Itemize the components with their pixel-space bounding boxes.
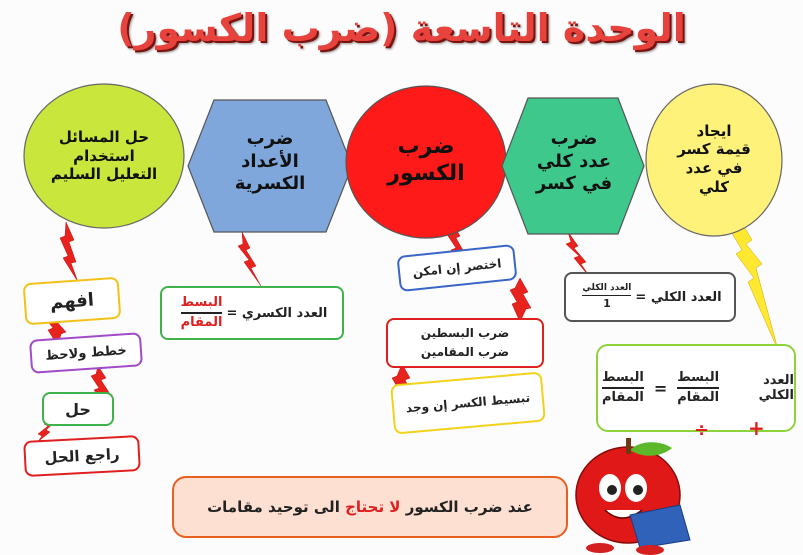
fow-fraction <box>677 371 719 406</box>
whole-numerator: العدد الكلي <box>582 282 632 293</box>
whole-denominator: 1 <box>603 297 611 311</box>
step-solve: حل <box>42 392 114 426</box>
mixed-number-box <box>160 286 344 340</box>
fow-numerator-2: البسط <box>602 369 644 385</box>
step-check: راجع الحل <box>23 435 141 477</box>
lightning-connector-5 <box>510 278 531 322</box>
simplify-result-box: تبسيط الكسر إن وجد <box>390 371 546 434</box>
multiply-numerators: ضرب البسطين <box>420 325 510 340</box>
whole-fraction <box>582 284 631 311</box>
mixed-numerator: البسط <box>180 294 223 310</box>
fow-whole: العدد الكلي <box>758 373 794 403</box>
shape-text-fractions: ضرب الكسور <box>387 133 465 186</box>
multiply-denominators: ضرب المقامين <box>420 345 510 359</box>
whole-label: العدد الكلي = <box>635 289 722 305</box>
fow-fraction-2 <box>602 371 644 406</box>
mixed-denominator: المقام <box>180 315 223 330</box>
multiply-box <box>386 318 544 368</box>
step-understand: افهم <box>23 277 122 326</box>
whole-number-box <box>564 272 736 322</box>
lightning-connector-1 <box>60 222 78 282</box>
fow-denominator: المقام <box>677 390 720 405</box>
note-box <box>172 476 568 538</box>
multiply-sign: + <box>748 416 765 440</box>
simplify-if-possible-box: اختصر إن امكن <box>396 244 517 292</box>
lightning-connector-2 <box>238 232 261 286</box>
note-part2: الى توحيد مقامات <box>207 498 340 516</box>
lightning-connector-10 <box>730 220 778 350</box>
mixed-fraction <box>181 296 223 331</box>
note-part1: عند ضرب الكسور <box>405 498 533 516</box>
fow-denominator-2: المقام <box>602 390 644 405</box>
fow-numerator: البسط <box>677 369 720 385</box>
shape-text-fraction-of-whole: ايجاد قيمة كسر في عدد كلي <box>677 121 751 196</box>
note-highlight: لا تحتاج <box>345 498 401 516</box>
shape-text-whole-by-fraction: ضرب عدد كلي في كسر <box>535 128 613 195</box>
apple-mascot <box>576 438 690 555</box>
step-plan: خطط ولاحظ <box>29 332 143 374</box>
fow-equals: = <box>653 378 668 398</box>
divide-sign: ÷ <box>694 420 710 441</box>
fraction-of-whole-box <box>596 344 796 432</box>
mixed-label: العدد الكسري = <box>226 305 328 321</box>
page-title: الوحدة التاسعة (ضرب الكسور) <box>117 6 686 50</box>
shape-text-problem-solving: حل المسائل استخدام التعليل السليم <box>50 127 158 184</box>
shape-text-mixed-numbers: ضرب الأعداد الكسرية <box>234 128 306 195</box>
